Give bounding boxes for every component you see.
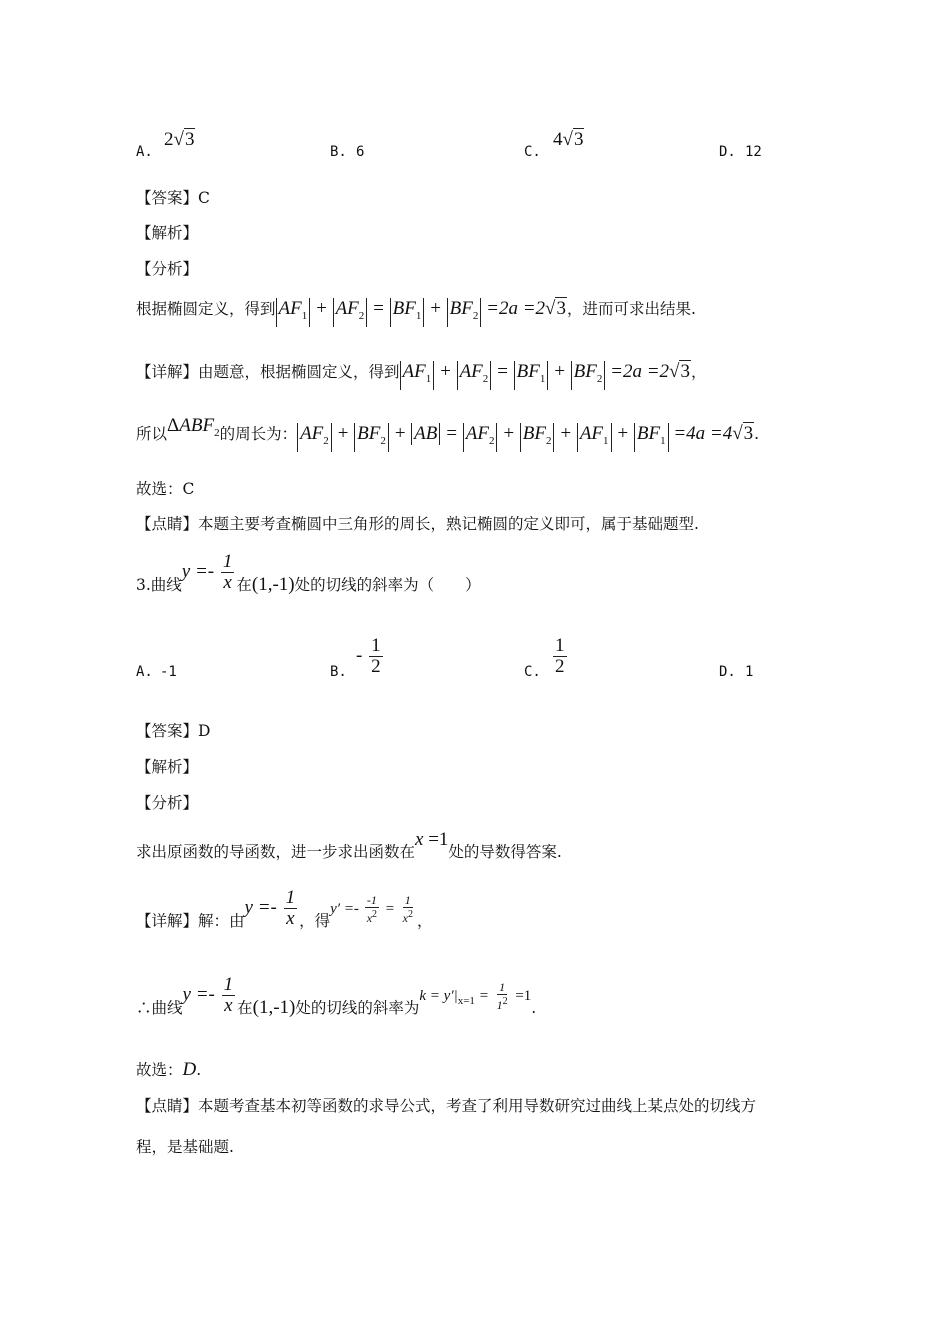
q2-option-a-value: 2√3 [164,129,195,150]
q2-fenxi-formula: $AF_1 + AF_2 = BF_1 + BF_2 =2a =2√3$ [276,298,567,319]
q3-stem [136,552,481,598]
q3-xiangjie-a: 【详解】解：由 [136,911,245,930]
q3-stem-mid: 在 [236,575,252,594]
q3-option-a-value: -1 [160,664,177,680]
q3-option-c-value: $\frac{1}{2}$ [555,635,565,677]
q3-option-c-label: C. [524,664,541,680]
q3-xiangjie-line [136,888,432,934]
q3-x-eq-1: x =1 [415,829,449,850]
q2-option-c-label: C. [524,144,541,160]
q3-concl-d: . [531,998,537,1017]
q3-jiexi-heading: 【解析】 [136,758,199,776]
q2-perimeter-mid: 的周长为： [219,425,298,443]
q2-option-d-value: 12 [745,144,762,160]
q3-concl-function: y =- $\frac{1}{x}$ [182,974,234,1016]
q2-option-d-label: D. [719,144,736,160]
q2-fenxi-heading: 【分析】 [136,260,199,278]
q3-option-d-value: 1 [745,664,754,680]
q3-guxuan-value: D [182,1059,197,1080]
q3-guxuan: 故选： [136,1061,183,1079]
q3-dianjing-line-1: 【点睛】本题考查基本初等函数的求导公式，考查了利用导数研究过曲线上某点处的切线方 [136,1097,757,1115]
q3-option-a-label: A. [136,664,153,680]
q2-option-b-label: B. [330,144,347,160]
q3-stem-suffix: 处的切线的斜率为（ ） [294,575,481,594]
q2-xiangjie-formula: $AF_1 + AF_2 = BF_1 + BF_2 =2a =2√3$ [400,361,691,382]
q2-dianjing: 【点睛】本题主要考查椭圆中三角形的周长，熟记椭圆的定义即可，属于基础题型. [136,515,699,533]
q2-jiexi-heading: 【解析】 [136,224,199,242]
q3-dianjing-line-2: 程，是基础题. [136,1138,234,1156]
q3-xiangjie-function: y =- $\frac{1}{x}$ [244,887,296,929]
q2-guxuan: 故选：C [136,480,195,498]
q2-xiangjie-prefix: 【详解】由题意，根据椭圆定义，得到 [136,363,400,381]
q3-concl-a: ∴曲线 [136,998,183,1017]
q2-perimeter-suffix: . [754,425,760,443]
q2-perimeter-formula: $AF_2 + BF_2$ + AB = $AF_2 + BF_2 + AF_1 + BF_1 =4a =4√3$ [297,423,754,444]
q2-fenxi-line [136,298,696,327]
q3-fenxi-text-b: 处的导数得答案. [448,843,562,861]
q2-triangle-symbol: $\Delta ABF_2$ [167,415,220,439]
q2-option-c-value: 4√3 [553,129,584,150]
q3-fenxi-text-a: 求出原函数的导函数，进一步求出函数在 [136,843,416,861]
q2-answer: 【答案】C [136,189,210,207]
q3-option-d-label: D. [719,664,736,680]
q3-stem-prefix: 3.曲线 [136,575,182,594]
q2-perimeter-prefix: 所以 [136,425,168,443]
q3-concl-c: 处的切线的斜率为 [295,998,420,1017]
q3-derivative: y′ =- $\frac{-1}{x^2}$ = $\frac{1}{x^2}$ [330,893,413,926]
q3-fenxi-line [136,830,562,860]
q3-conclusion-line [136,975,536,1021]
q3-fenxi-heading: 【分析】 [136,794,199,812]
q3-option-b-label: B. [330,664,347,680]
q2-fenxi-text-a: 根据椭圆定义，得到 [136,300,276,318]
q3-concl-point: (1,-1) [252,996,296,1018]
q2-option-b-value: 6 [356,144,365,160]
q3-guxuan-end: . [196,1061,202,1079]
q3-xiangjie-b: ，得 [299,911,331,930]
q2-xiangjie-line [136,361,706,390]
q3-guxuan-line [136,1060,201,1080]
q2-fenxi-text-b: ，进而可求出结果. [566,300,696,318]
q3-function: y =- $\frac{1}{x}$ [181,551,233,593]
q2-xiangjie-suffix: ， [690,363,707,381]
q2-perimeter-line [136,415,760,452]
q3-answer: 【答案】D [136,722,211,740]
q3-slope-formula: $k = y'|_{x=1}$ = $\frac{1}{1^2}$ =1 [419,980,532,1013]
q2-options-row [0,129,950,162]
q3-point: (1,-1) [251,573,295,595]
q3-xiangjie-c: ， [416,911,433,930]
q3-options-row [0,636,950,684]
q3-option-b-value: - $\frac{1}{2}$ [356,635,381,677]
q3-concl-b: 在 [237,998,253,1017]
q2-option-a-label: A. [136,144,153,160]
